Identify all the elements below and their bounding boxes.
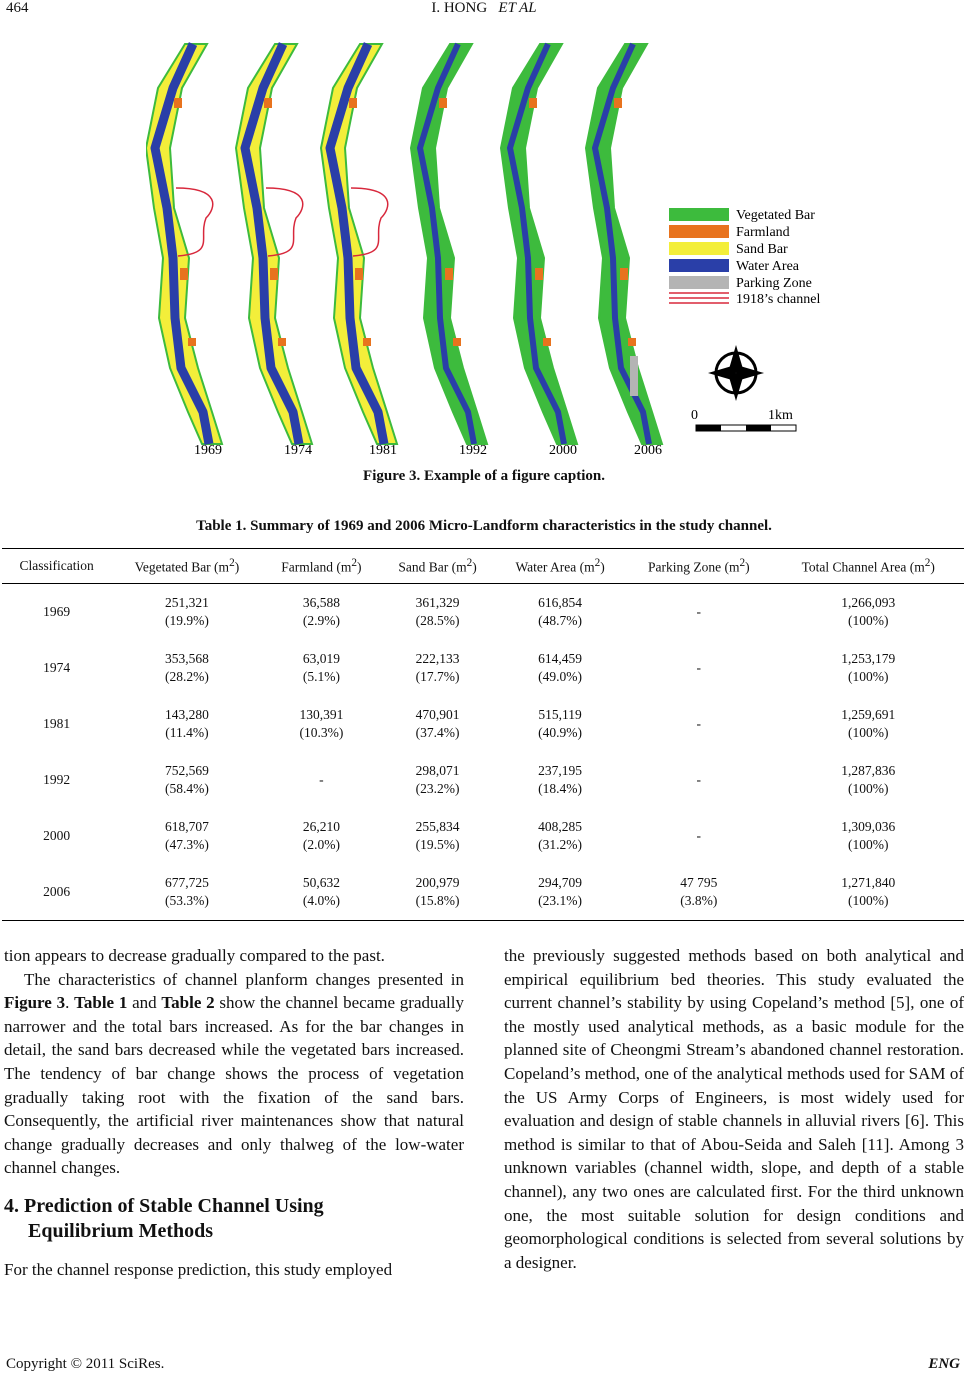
cell-value: 1,309,036 <box>841 819 896 834</box>
right-column <box>504 944 964 1274</box>
table-cell <box>495 864 625 921</box>
col-header-parking-zone: Parking Zone $(m^2)$ <box>625 549 772 584</box>
table-cell <box>111 640 262 696</box>
channel-map-2000 <box>501 44 577 444</box>
table-cell <box>263 584 381 641</box>
table-cell <box>263 752 381 808</box>
cell-value: 618,707 <box>164 819 209 834</box>
cell-percent: (2.9%) <box>302 613 340 628</box>
col-header-farmland: Farmland $(m^2)$ <box>263 549 381 584</box>
cell-value: 470,901 <box>415 707 460 722</box>
table-cell <box>380 864 495 921</box>
figure-year-label: 1969 <box>194 443 222 458</box>
table-cell <box>111 584 262 641</box>
table-cell <box>495 696 625 752</box>
cell-value: 222,133 <box>415 651 460 666</box>
table-row <box>2 640 964 696</box>
scale-start-label: 0 <box>691 408 698 423</box>
table-cell <box>111 864 262 921</box>
table-row <box>2 864 964 921</box>
figure-year-label: 1981 <box>369 443 397 458</box>
cell-percent: (15.8%) <box>415 893 460 908</box>
section-heading: 4. Prediction of Stable Channel Using Equilibrium Methods <box>4 1194 324 1242</box>
cell-value: 1,266,093 <box>841 595 896 610</box>
cell-value: 1,253,179 <box>841 651 896 666</box>
cell-value: 26,210 <box>302 819 340 834</box>
table-row <box>2 584 964 641</box>
legend-swatch-vegetated-bar <box>669 208 729 221</box>
cell-value: 616,854 <box>538 595 583 610</box>
table-cell <box>263 640 381 696</box>
cell-value: 63,019 <box>302 651 340 666</box>
paragraph: The characteristics of channel planform changes presented in Figure 3. Table 1 and Table 2 show the channel became gradually narrower and the total bars increased. As for the bar changes in detail, the sand bars decreased while the vegetated bars increased. The tendency of bar change shows the process of vegetation gradually taking root with the fixation of the sand bars. Consequently, the artificial river maintenances show that natural change gradually decreases and only thalweg of the low-water channel changes. <box>4 969 464 1178</box>
channel-map-figure <box>146 38 846 458</box>
cell-value: 143,280 <box>164 707 209 722</box>
table-cell <box>380 808 495 864</box>
cell-value: 298,071 <box>415 763 460 778</box>
cell-percent: (49.0%) <box>538 669 583 684</box>
table-cell <box>495 808 625 864</box>
cell-percent: (28.2%) <box>164 669 209 684</box>
cell-percent: (53.3%) <box>164 893 209 908</box>
table-cell <box>111 752 262 808</box>
figure-legend <box>669 208 820 307</box>
table-cell <box>495 640 625 696</box>
table-cell <box>772 864 964 921</box>
page-number: 464 <box>6 0 29 16</box>
table-cell <box>380 584 495 641</box>
table-cell <box>111 696 262 752</box>
cell-percent: (10.3%) <box>299 725 344 740</box>
cell-value: 47 795 <box>680 875 718 890</box>
legend-label-sand-bar: Sand Bar <box>736 242 788 257</box>
cell-percent: (100%) <box>847 669 889 684</box>
legend-label-1918-channel: 1918’s channel <box>736 292 821 307</box>
cell-value: - <box>696 828 702 843</box>
legend-label-water-area: Water Area <box>736 259 799 274</box>
north-arrow-icon <box>708 345 764 401</box>
table-cell <box>625 640 772 696</box>
table-cell <box>772 696 964 752</box>
table-cell <box>495 752 625 808</box>
table-cell <box>380 752 495 808</box>
table-cell <box>772 808 964 864</box>
paragraph: tion appears to decrease gradually compared to the past. <box>4 946 385 965</box>
table-header-row <box>2 549 964 584</box>
cell-value: 200,979 <box>415 875 460 890</box>
cell-value: 408,285 <box>538 819 583 834</box>
legend-swatch-1918-channel <box>669 293 729 303</box>
col-header-vegetated-bar: Vegetated Bar $(m^2)$ <box>111 549 262 584</box>
legend-swatch-sand-bar <box>669 242 729 255</box>
legend-label-farmland: Farmland <box>736 225 790 240</box>
cell-percent: (23.1%) <box>538 893 583 908</box>
cell-value: - <box>696 660 702 675</box>
cell-percent: (40.9%) <box>538 725 583 740</box>
table-cell <box>263 696 381 752</box>
left-column <box>4 944 464 1282</box>
table-cell <box>625 696 772 752</box>
cell-percent: (100%) <box>847 837 889 852</box>
cell-value: 515,119 <box>538 707 582 722</box>
cell-value: 294,709 <box>538 875 583 890</box>
col-header-water-area: Water Area $(m^2)$ <box>495 549 625 584</box>
cell-percent: (19.9%) <box>164 613 209 628</box>
cell-value: 130,391 <box>299 707 344 722</box>
cell-value: 752,569 <box>164 763 209 778</box>
table-ref: Table 1 <box>74 993 128 1013</box>
header-etal: ET AL <box>498 0 537 16</box>
figure-year-label: 2000 <box>549 443 577 458</box>
col-header-classification: Classification <box>2 549 111 584</box>
cell-percent: (19.5%) <box>415 837 460 852</box>
table-row <box>2 808 964 864</box>
copyright-footer: Copyright © 2011 SciRes. <box>6 1356 165 1372</box>
paragraph: the previously suggested methods based on both analytical and empirical equilibrium bed theories. This study evaluated the current channel’s stability by using Copeland’s method [5], one of the mostly used analytical methods, as a basic module for the planned site of Cheongmi Stream’s abandoned channel restoration. Copeland’s method, one of the analytical methods used for SAM of the US Army Corps of Engineers, is most widely used for evaluation and design of stable channels in alluvial rivers [6]. This method is similar to that of Abou-Seida and Saleh [11]. Among 3 unknown variables (channel width, slope, and depth of a stable channel), any two ones are calculated first. For the third unknown one, the most suitable solution for design conditions and geomorphological conditions is selected from several solutions by a designer. <box>504 946 964 1272</box>
legend-swatch-farmland <box>669 225 729 238</box>
cell-value: - <box>696 604 702 619</box>
cell-percent: (37.4%) <box>415 725 460 740</box>
table-cell <box>111 808 262 864</box>
row-year-cell: 1969 <box>43 604 71 619</box>
table-cell <box>495 584 625 641</box>
cell-value: 1,287,836 <box>841 763 896 778</box>
col-header-sand-bar: Sand Bar $(m^2)$ <box>380 549 495 584</box>
cell-value: - <box>696 716 702 731</box>
cell-percent: (47.3%) <box>164 837 209 852</box>
cell-percent: (100%) <box>847 781 889 796</box>
paragraph: For the channel response prediction, this study employed <box>4 1259 393 1279</box>
table-caption: Table 1. Summary of 1969 and 2006 Micro-Landform characteristics in the study channel. <box>196 518 772 534</box>
channel-map-1981 <box>321 44 397 444</box>
cell-value: 50,632 <box>302 875 340 890</box>
table-cell <box>625 864 772 921</box>
legend-label-parking-zone: Parking Zone <box>736 276 812 291</box>
cell-value: 255,834 <box>415 819 460 834</box>
figure-year-label: 1992 <box>459 443 487 458</box>
figure-caption: Figure 3. Example of a figure caption. <box>363 468 605 484</box>
table-row <box>2 696 964 752</box>
figure-year-label: 2006 <box>634 443 662 458</box>
row-year-cell: 2000 <box>43 828 71 843</box>
journal-footer: ENG <box>928 1356 960 1372</box>
channel-map-1992 <box>411 44 487 444</box>
cell-percent: (100%) <box>847 613 889 628</box>
table-ref: Table 2 <box>161 993 215 1013</box>
table-cell <box>625 752 772 808</box>
row-year-cell: 1992 <box>43 772 71 787</box>
cell-percent: (100%) <box>847 893 889 908</box>
table-cell <box>263 808 381 864</box>
figure-year-label: 1974 <box>284 443 312 458</box>
row-year-cell: 1981 <box>43 716 71 731</box>
figure-ref: Figure 3 <box>4 993 66 1013</box>
table-cell <box>625 584 772 641</box>
cell-value: - <box>319 772 324 787</box>
running-header <box>0 0 968 17</box>
table-body <box>2 584 964 921</box>
cell-value: 361,329 <box>415 595 460 610</box>
scale-end-label: 1km <box>768 408 793 423</box>
summary-table <box>2 548 964 921</box>
table-cell <box>772 584 964 641</box>
row-year-cell: 1974 <box>43 660 71 675</box>
table-cell <box>380 640 495 696</box>
cell-percent: (17.7%) <box>415 669 460 684</box>
cell-value: 1,271,840 <box>841 875 896 890</box>
figure-year-labels <box>194 443 662 458</box>
table-cell <box>772 752 964 808</box>
cell-percent: (3.8%) <box>680 893 718 908</box>
header-authors: I. HONG <box>431 0 488 16</box>
col-header-total-area: Total Channel Area $(m^2)$ <box>772 549 964 584</box>
cell-value: - <box>696 772 702 787</box>
cell-value: 36,588 <box>302 595 340 610</box>
channel-strips <box>146 44 662 444</box>
table-cell <box>263 864 381 921</box>
table-row <box>2 752 964 808</box>
cell-value: 237,195 <box>538 763 583 778</box>
cell-percent: (28.5%) <box>415 613 460 628</box>
cell-value: 614,459 <box>538 651 583 666</box>
table-cell <box>772 640 964 696</box>
legend-label-vegetated-bar: Vegetated Bar <box>736 208 815 223</box>
cell-percent: (4.0%) <box>302 893 340 908</box>
cell-percent: (31.2%) <box>538 837 583 852</box>
cell-percent: (2.0%) <box>302 837 340 852</box>
cell-percent: (100%) <box>847 725 889 740</box>
cell-percent: (18.4%) <box>538 781 583 796</box>
channel-map-1969 <box>146 44 222 444</box>
channel-map-1974 <box>236 44 312 444</box>
legend-swatch-water-area <box>669 259 729 272</box>
row-year-cell: 2006 <box>2 864 111 921</box>
cell-percent: (5.1%) <box>302 669 340 684</box>
table-cell <box>380 696 495 752</box>
cell-value: 251,321 <box>164 595 209 610</box>
cell-percent: (48.7%) <box>538 613 583 628</box>
cell-value: 1,259,691 <box>841 707 896 722</box>
cell-value: 677,725 <box>164 875 209 890</box>
table-cell <box>625 808 772 864</box>
cell-percent: (11.4%) <box>165 725 209 740</box>
channel-map-2006 <box>586 44 662 444</box>
legend-swatch-parking-zone <box>669 276 729 289</box>
cell-percent: (58.4%) <box>164 781 209 796</box>
cell-value: 353,568 <box>164 651 209 666</box>
scale-bar <box>691 408 796 431</box>
cell-percent: (23.2%) <box>415 781 460 796</box>
